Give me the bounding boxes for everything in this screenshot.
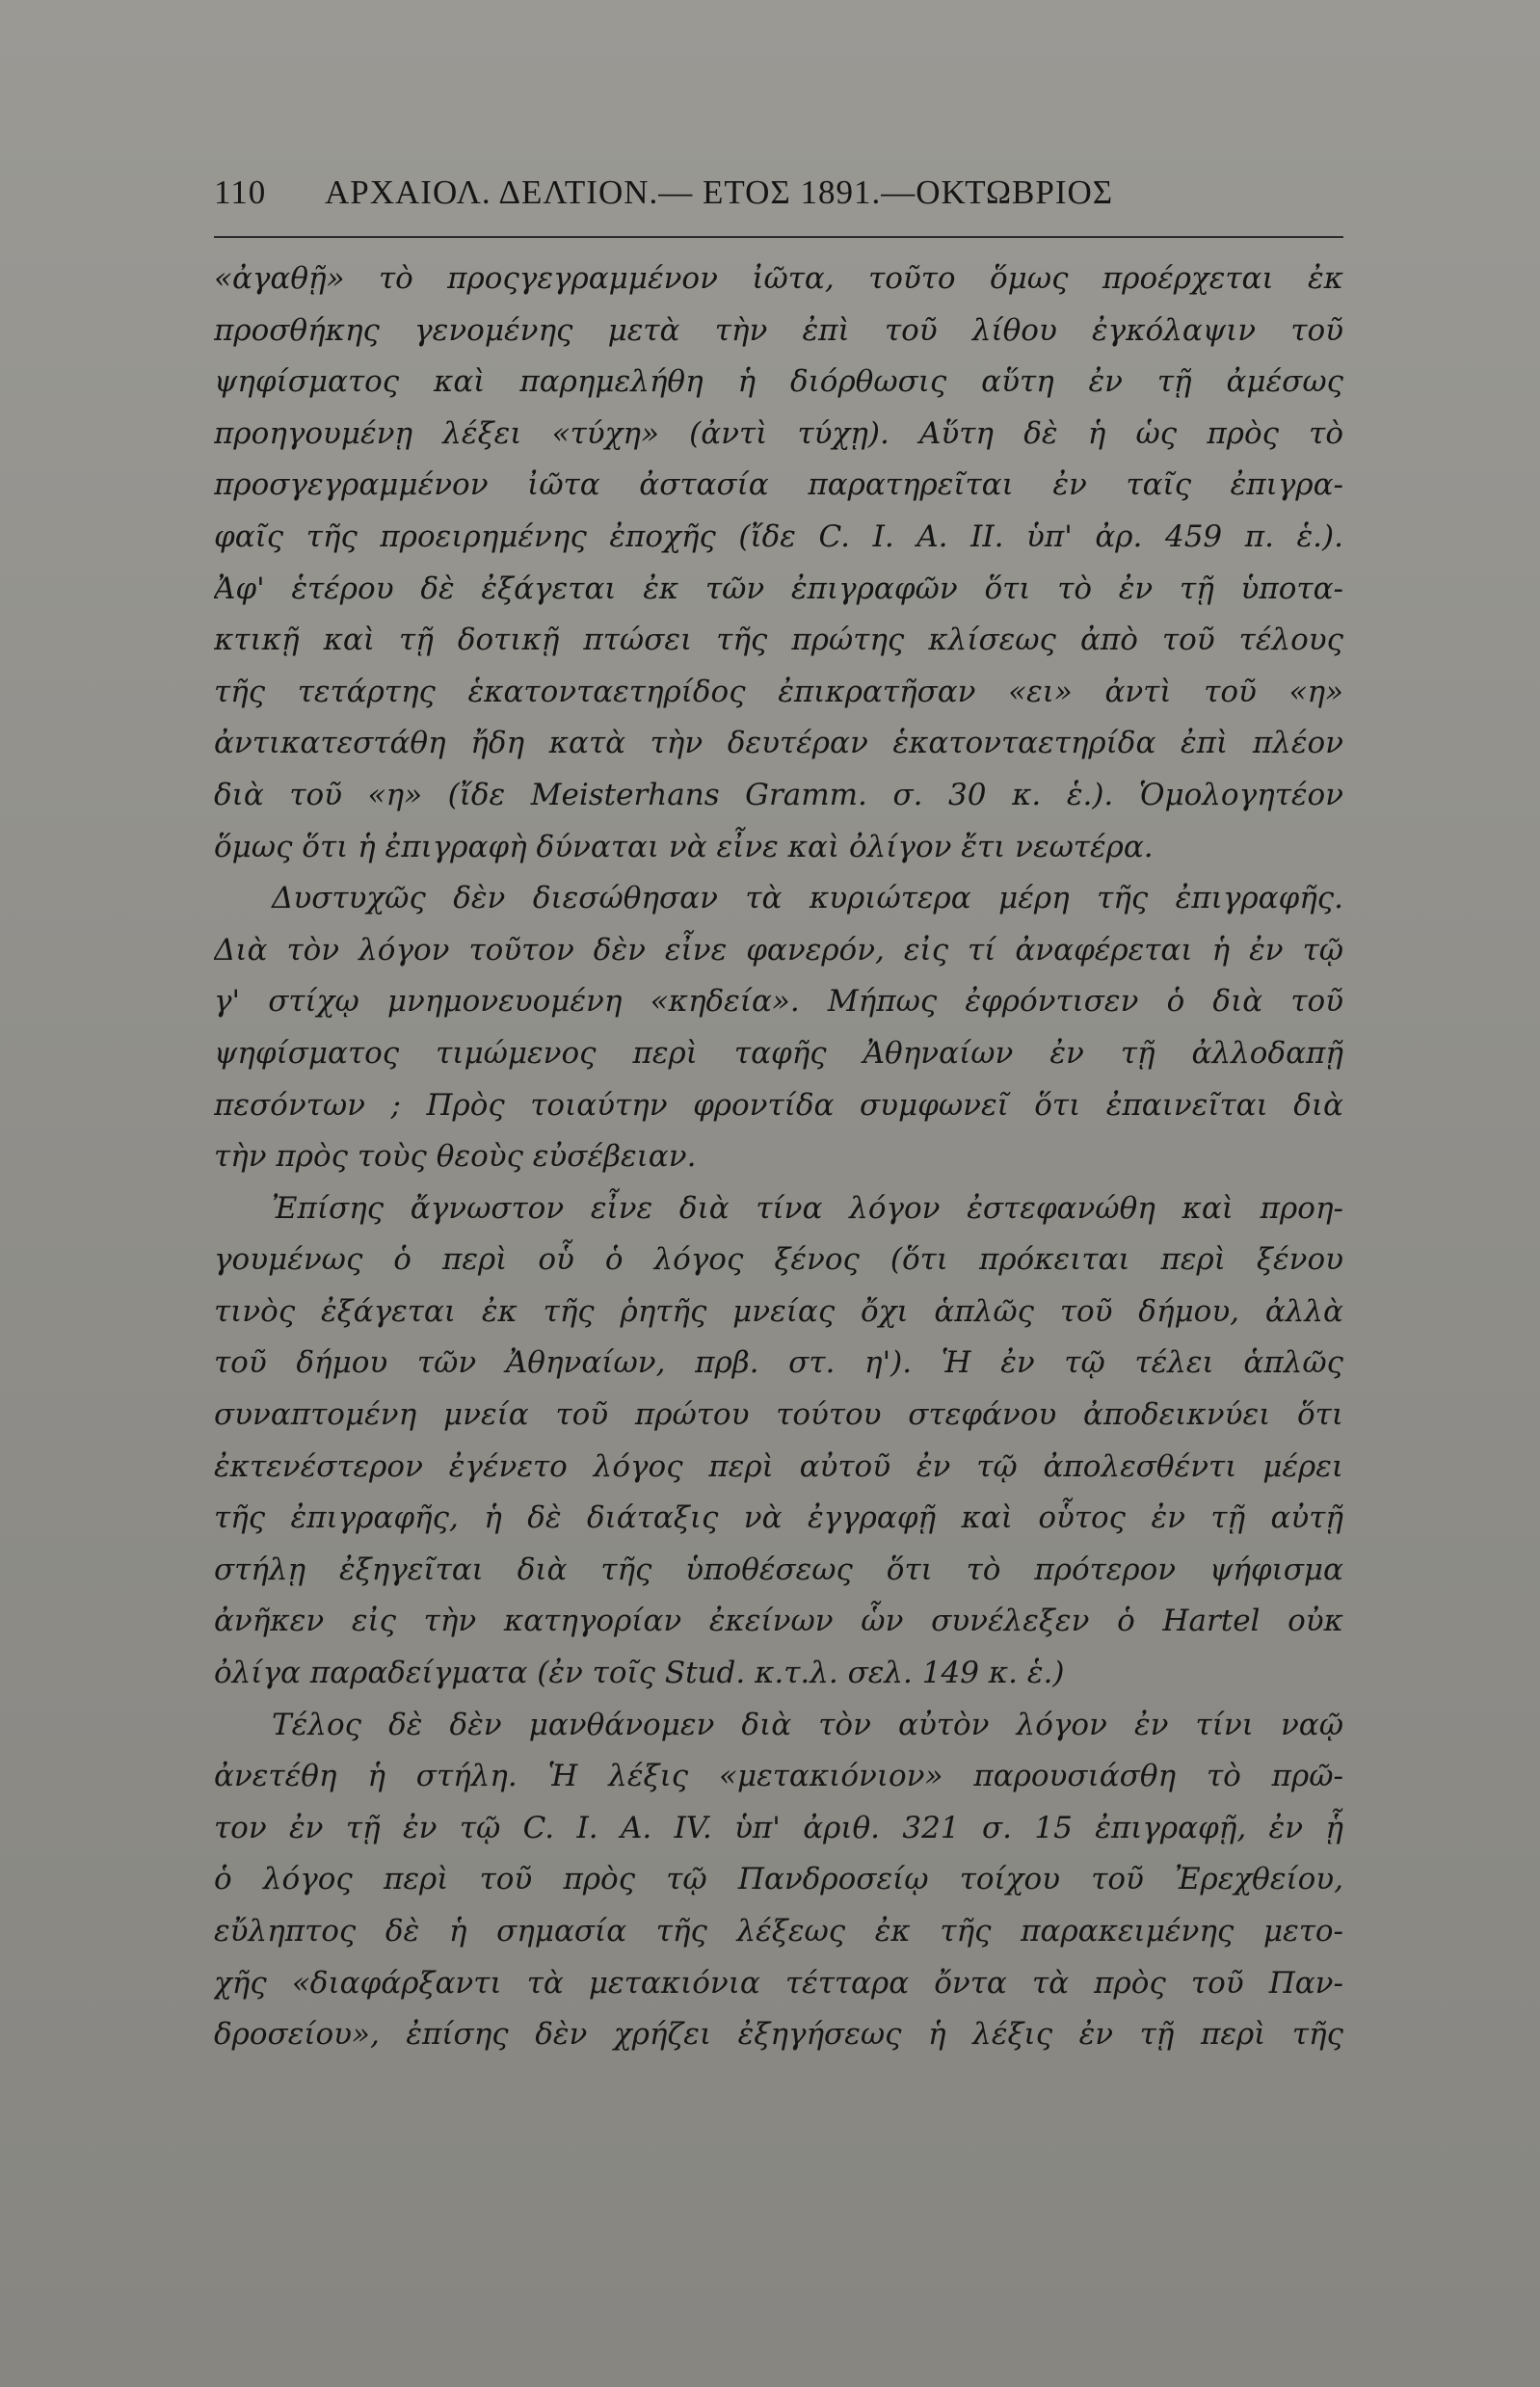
text-line: πεσόντων ; Πρὸς τοιαύτην φροντίδα συμφωνεῖ ὅτι ἐπαινεῖται διὰ	[214, 1087, 1343, 1123]
text-line: χῆς «διαφάρξαντι τὰ μετακιόνια τέτταρα ὄντα τὰ πρὸς τοῦ Παν-	[214, 1965, 1343, 2001]
text-line: τοῦ δήμου τῶν Ἀθηναίων, πρβ. στ. η'). Ἡ ἐν τῷ τέλει ἁπλῶς	[214, 1345, 1343, 1381]
text-line: εὔληπτος δὲ ἡ σημασία τῆς λέξεως ἐκ τῆς παρακειμένης μετο-	[214, 1914, 1343, 1949]
text-line: ὀλίγα παραδείγματα (ἐν τοῖς Stud. κ.τ.λ. σελ. 149 κ. ἑ.)	[214, 1656, 1065, 1691]
text-line: ψηφίσματος τιμώμενος περὶ ταφῆς Ἀθηναίων ἐν τῇ ἀλλοδαπῇ	[214, 1035, 1343, 1071]
text-line: ἀντικατεστάθη ἤδη κατὰ τὴν δευτέραν ἑκατονταετηρίδα ἐπὶ πλέον	[214, 726, 1343, 761]
text-line: ἐκτενέστερον ἐγένετο λόγος περὶ αὐτοῦ ἐν τῷ ἀπολεσθέντι μέρει	[214, 1448, 1343, 1484]
text-line: Δυστυχῶς δὲν διεσώθησαν τὰ κυριώτερα μέρη τῆς ἐπιγραφῆς.	[272, 881, 1343, 916]
text-line: ὁ λόγος περὶ τοῦ πρὸς τῷ Πανδροσείῳ τοίχου τοῦ Ἐρεχθείου,	[214, 1862, 1343, 1897]
text-line: Τέλος δὲ δὲν μανθάνομεν διὰ τὸν αὐτὸν λόγον ἐν τίνι ναῷ	[272, 1707, 1343, 1742]
text-line: Ἀφ' ἑτέρου δὲ ἐξάγεται ἐκ τῶν ἐπιγραφῶν ὅτι τὸ ἐν τῇ ὑποτα-	[214, 570, 1343, 606]
text-line: τινὸς ἐξάγεται ἐκ τῆς ῥητῆς μνείας ὄχι ἁπλῶς τοῦ δήμου, ἀλλὰ	[214, 1293, 1343, 1329]
text-line: γουμένως ὁ περὶ οὗ ὁ λόγος ξένος (ὅτι πρόκειται περὶ ξένου	[214, 1242, 1343, 1278]
text-line: Διὰ τὸν λόγον τοῦτον δὲν εἶνε φανερόν, εἰς τί ἀναφέρεται ἡ ἐν τῷ	[214, 932, 1343, 968]
header-rule	[214, 236, 1343, 238]
text-line: κτικῇ καὶ τῇ δοτικῇ πτώσει τῆς πρώτης κλίσεως ἀπὸ τοῦ τέλους	[214, 623, 1343, 658]
text-line: προσγεγραμμένον ἰῶτα ἀστασία παρατηρεῖται ἐν ταῖς ἐπιγρα-	[214, 467, 1343, 503]
text-line: τὴν πρὸς τοὺς θεοὺς εὐσέβειαν.	[214, 1139, 697, 1175]
text-line: προηγουμένῃ λέξει «τύχη» (ἀντὶ τύχῃ). Αὕτη δὲ ἡ ὡς πρὸς τὸ	[214, 415, 1343, 451]
running-header	[214, 173, 1341, 212]
text-line: τῆς τετάρτης ἑκατονταετηρίδος ἐπικρατῆσαν «ει» ἀντὶ τοῦ «η»	[214, 674, 1343, 709]
text-line: δροσείου», ἐπίσης δὲν χρήζει ἐξηγήσεως ἡ λέξις ἐν τῇ περὶ τῆς	[214, 2017, 1343, 2053]
text-line: προσθήκης γενομένης μετὰ τὴν ἐπὶ τοῦ λίθου ἐγκόλαψιν τοῦ	[214, 312, 1343, 348]
body-text	[214, 253, 1343, 2061]
text-line: Ἐπίσης ἄγνωστον εἶνε διὰ τίνα λόγον ἐστεφανώθη καὶ προη-	[272, 1190, 1343, 1226]
text-line: διὰ τοῦ «η» (ἴδε Meisterhans Gramm. σ. 30 κ. ἑ.). Ὁμολογητέον	[214, 777, 1343, 812]
text-line: γ' στίχῳ μνημονευομένη «κηδεία». Μήπως ἐφρόντισεν ὁ διὰ τοῦ	[214, 984, 1343, 1020]
page-number: 110	[214, 173, 267, 211]
text-line: τον ἐν τῇ ἐν τῷ C. I. A. IV. ὑπ' ἀριθ. 321 σ. 15 ἐπιγραφῇ, ἐν ᾗ	[214, 1810, 1343, 1845]
text-line: ψηφίσματος καὶ παρημελήθη ἡ διόρθωσις αὕτη ἐν τῇ ἀμέσως	[214, 364, 1343, 400]
text-line: τῆς ἐπιγραφῆς, ἡ δὲ διάταξις νὰ ἐγγραφῇ καὶ οὗτος ἐν τῇ αὐτῇ	[214, 1500, 1343, 1536]
text-line: ἀνῆκεν εἰς τὴν κατηγορίαν ἐκείνων ὧν συνέλεξεν ὁ Hartel οὐκ	[214, 1604, 1343, 1639]
running-title: ΑΡΧΑΙΟΛ. ΔΕΛΤΙΟΝ.— ΕΤΟΣ 1891.—ΟΚΤΩΒΡΙΟΣ	[325, 173, 1114, 211]
text-line: συναπτομένη μνεία τοῦ πρώτου τούτου στεφάνου ἀποδεικνύει ὅτι	[214, 1397, 1343, 1433]
text-line: ἀνετέθη ἡ στήλη. Ἡ λέξις «μετακιόνιον» παρουσιάσθη τὸ πρῶ-	[214, 1759, 1343, 1794]
text-line: φαῖς τῆς προειρημένης ἐποχῆς (ἴδε C. I. A. II. ὑπ' ἀρ. 459 π. ἑ.).	[214, 518, 1343, 554]
text-line: ὅμως ὅτι ἡ ἐπιγραφὴ δύναται νὰ εἶνε καὶ ὀλίγον ἔτι νεωτέρα.	[214, 829, 1154, 864]
text-line: στήλῃ ἐξηγεῖται διὰ τῆς ὑποθέσεως ὅτι τὸ πρότερον ψήφισμα	[214, 1552, 1343, 1587]
text-line: «ἀγαθῇ» τὸ προςγεγραμμένον ἰῶτα, τοῦτο ὅμως προέρχεται ἐκ	[214, 261, 1343, 296]
